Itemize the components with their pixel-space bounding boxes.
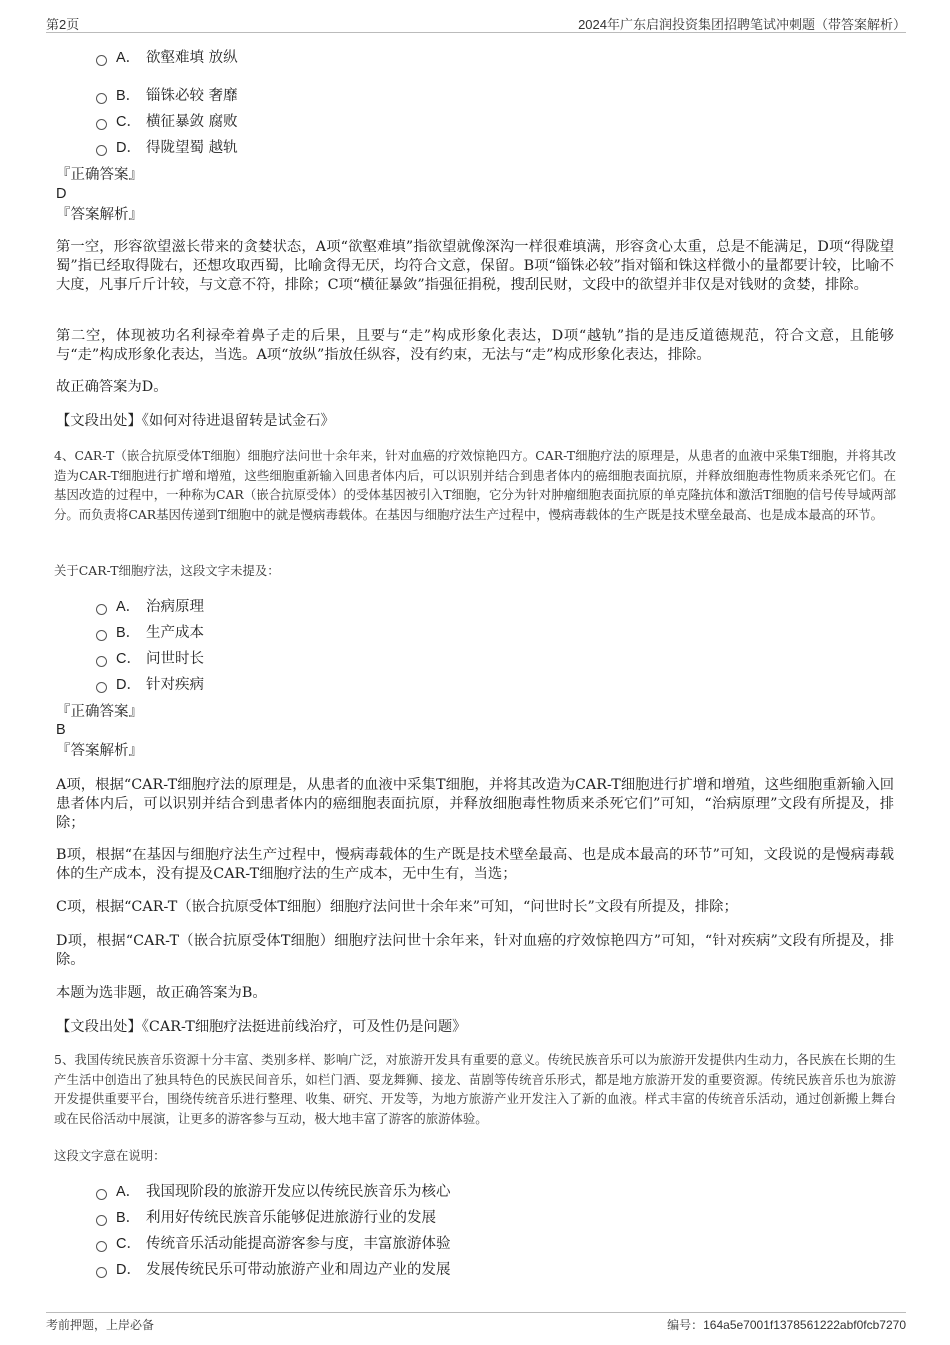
q3-analysis-p3: 故正确答案为D。 — [56, 379, 168, 395]
q4-option-b[interactable]: B． 生产成本 — [96, 623, 204, 643]
q4-answer: B — [56, 722, 66, 738]
q4-source: 【文段出处】《CAR-T细胞疗法挺进前线治疗，可及性仍是问题》 — [56, 1019, 467, 1035]
q4-analysis-c: C项，根据“CAR-T（嵌合抗原受体T细胞）细胞疗法问世十余年来”可知，“问世时长”文段有所提及，排除； — [56, 899, 738, 915]
q3-answer: D — [56, 186, 67, 202]
q3-analysis-p2: 第二空，体现被功名利禄牵着鼻子走的后果，且要与“走”构成形象化表达，D项“越轨”指的是违反道德规范，符合文意，且能够与“走”构成形象化表达，当选。A项“放纵”指放任纵容，没有约束，无法与“走”构成形象化表达，排除。 — [56, 328, 894, 363]
radio-icon[interactable] — [96, 145, 107, 156]
radio-icon[interactable] — [96, 682, 107, 693]
code-value: 164a5e7001f1378561222abf0fcb7270 — [703, 1318, 906, 1332]
q3-analysis-label: 『答案解析』 — [56, 207, 143, 223]
radio-icon[interactable] — [96, 1215, 107, 1226]
q3-option-a[interactable]: A． 欲壑难填 放纵 — [96, 48, 238, 68]
q4-stem: 4、CAR-T（嵌合抗原受体T细胞）细胞疗法问世十余年来，针对血癌的疗效惊艳四方。CAR-T细胞疗法的原理是，从患者的血液中采集T细胞，并将其改造为CAR-T细胞进行扩增和增殖，这些细胞重新输入回患者体内后，可以识别并结合到患者体内的癌细胞表面抗原，并释放细胞毒性物质来杀死它们。在基因改造的过程中，一种称为CAR（嵌合抗原受体）的受体基因被引入T细胞，它分为针对肿瘤细胞表面抗原的单克隆抗体和激活T细胞的信号传导域两部分。而负责将CAR基因传递到T细胞中的就是慢病毒载体。在基因与细胞疗法生产过程中，慢病毒载体的生产既是技术壁垒最高、也是成本最高的环节。 — [54, 448, 896, 522]
page-header — [46, 14, 906, 33]
q5-question: 这段文字意在说明： — [54, 1148, 166, 1163]
q3-answer-label: 『正确答案』 — [56, 167, 143, 183]
radio-icon[interactable] — [96, 1267, 107, 1278]
radio-icon[interactable] — [96, 604, 107, 615]
document-title: 2024年广东启润投资集团招聘笔试冲刺题（带答案解析） — [578, 17, 906, 32]
q4-answer-label: 『正确答案』 — [56, 704, 143, 720]
radio-icon[interactable] — [96, 656, 107, 667]
code-label: 编号： — [667, 1318, 704, 1332]
q5-stem: 5、我国传统民族音乐资源十分丰富、类别多样、影响广泛，对旅游开发具有重要的意义。传统民族音乐可以为旅游开发提供内生动力，各民族在长期的生产生活中创造出了独具特色的民族民间音乐，如栏门酒、耍龙舞狮、接龙、苗剧等传统音乐形式，都是地方旅游开发的重要资源。传统民族音乐也为旅游开发提供重要平台，围绕传统音乐进行整理、收集、研究、开发等，为地方旅游产业开发注入了新的血液。样式丰富的传统音乐活动，通过创新搬上舞台或在民俗活动中展演，让更多的游客参与互动，极大地丰富了游客的旅游体验。 — [54, 1052, 896, 1126]
q3-option-d[interactable]: D． 得陇望蜀 越轨 — [96, 138, 238, 158]
q3-option-c[interactable]: C． 横征暴敛 腐败 — [96, 112, 238, 132]
q3-source: 【文段出处】《如何对待进退留转是试金石》 — [56, 413, 335, 429]
radio-icon[interactable] — [96, 630, 107, 641]
q4-analysis-b: B项，根据“在基因与细胞疗法生产过程中，慢病毒载体的生产既是技术壁垒最高、也是成本最高的环节”可知，文段说的是慢病毒载体的生产成本，没有提及CAR-T细胞疗法的生产成本，无中生有，当选； — [56, 847, 894, 882]
footer-slogan: 考前押题，上岸必备 — [46, 1318, 155, 1332]
q5-option-a[interactable]: A． 我国现阶段的旅游开发应以传统民族音乐为核心 — [96, 1182, 451, 1202]
q4-analysis-label: 『答案解析』 — [56, 743, 143, 759]
radio-icon[interactable] — [96, 55, 107, 66]
q3-option-b[interactable]: B． 锱铢必较 奢靡 — [96, 86, 238, 106]
q4-option-a[interactable]: A． 治病原理 — [96, 597, 204, 617]
radio-icon[interactable] — [96, 1241, 107, 1252]
q4-option-d[interactable]: D． 针对疾病 — [96, 675, 204, 695]
q4-analysis-conclusion: 本题为选非题，故正确答案为B。 — [56, 985, 267, 1001]
q5-option-c[interactable]: C． 传统音乐活动能提高游客参与度，丰富旅游体验 — [96, 1234, 451, 1254]
q4-question: 关于CAR-T细胞疗法，这段文字未提及： — [54, 563, 280, 578]
q4-analysis-d: D项，根据“CAR-T（嵌合抗原受体T细胞）细胞疗法问世十余年来，针对血癌的疗效惊艳四方”可知，“针对疾病”文段有所提及，排除。 — [56, 933, 894, 968]
radio-icon[interactable] — [96, 1189, 107, 1200]
document-code — [667, 1316, 906, 1333]
q5-option-d[interactable]: D． 发展传统民乐可带动旅游产业和周边产业的发展 — [96, 1260, 451, 1280]
q5-option-b[interactable]: B． 利用好传统民族音乐能够促进旅游行业的发展 — [96, 1208, 436, 1228]
page-footer — [46, 1312, 906, 1335]
q4-analysis-a: A项，根据“CAR-T细胞疗法的原理是，从患者的血液中采集T细胞，并将其改造为CAR-T细胞进行扩增和增殖，这些细胞重新输入回患者体内后，可以识别并结合到患者体内的癌细胞表面抗原，并释放细胞毒性物质来杀死它们”可知，“治病原理”文段有所提及，排除； — [56, 777, 894, 831]
radio-icon[interactable] — [96, 93, 107, 104]
radio-icon[interactable] — [96, 119, 107, 130]
q3-analysis-p1: 第一空，形容欲望滋长带来的贪婪状态，A项“欲壑难填”指欲望就像深沟一样很难填满，形容贪心太重，总是不能满足，D项“得陇望蜀”指已经取得陇右，还想攻取西蜀，比喻贪得无厌，均符合文意，保留。B项“锱铢必较”指对锱和铢这样微小的量都要计较，比喻不大度，凡事斤斤计较，与文意不符，排除；C项“横征暴敛”指强征捐税，搜刮民财，文段中的欲望并非仅是对钱财的贪婪，排除。 — [56, 239, 894, 293]
page-number: 第2页 — [46, 17, 80, 32]
q4-option-c[interactable]: C． 问世时长 — [96, 649, 204, 669]
